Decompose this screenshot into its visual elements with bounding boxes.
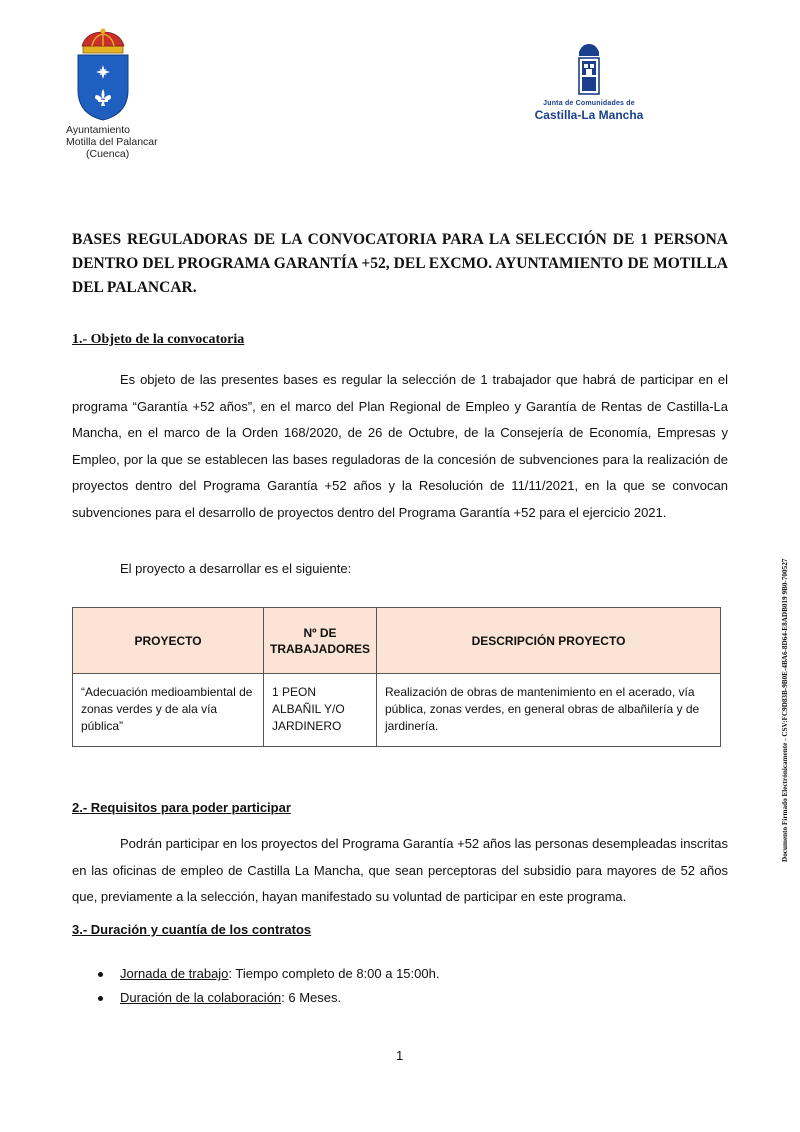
project-table xyxy=(72,607,721,747)
section-1-paragraph: Es objeto de las presentes bases es regular la selección de 1 trabajador que habrá de participar en el programa “Garantía +52 años”, en el marco del Plan Regional de Empleo y Garantía de Rentas de Castilla-La Mancha, en el marco de la Orden 168/2020, de 26 de Octubre, de la Consejería de Economía, Empresas y Empleo, por la que se establecen las bases reguladoras de la concesión de subvenciones para la realización de proyectos dentro del Programa Garantía +52 años y la Resolución de 11/11/2021, en la que se convocan subvenciones para el desarrollo de proyectos dentro del Programa Garantía +52 para el ejercicio 2021. xyxy=(72,372,728,520)
section-1-heading: 1.- Objeto de la convocatoria xyxy=(72,332,245,347)
table-header-project: PROYECTO xyxy=(73,608,264,674)
castle-crest-icon xyxy=(573,44,605,96)
list-item-value: : Tiempo completo de 8:00 a 15:00h. xyxy=(228,966,440,981)
project-intro: El proyecto a desarrollar es el siguiente: xyxy=(120,561,352,576)
jccm-logo-line2: Castilla-La Mancha xyxy=(534,108,644,122)
list-item xyxy=(94,962,694,986)
table-cell-description: Realización de obras de mantenimiento en el acerado, vía pública, zonas verdes, en general obras de albañilería y de jardinería. xyxy=(377,674,721,747)
table-cell-workers: 1 PEON ALBAÑIL Y/O JARDINERO xyxy=(264,674,377,747)
contract-list xyxy=(94,962,694,1010)
caption-line: Ayuntamiento xyxy=(66,124,131,136)
section-2-heading: 2.- Requisitos para poder participar xyxy=(72,800,291,815)
list-item-label: Jornada de trabajo xyxy=(120,966,229,981)
caption-line: (Cuenca) xyxy=(86,148,130,160)
caption-line: Motilla del Palancar xyxy=(66,136,158,148)
list-item xyxy=(94,986,694,1010)
table-header-workers xyxy=(264,608,377,674)
document-title: BASES REGULADORAS DE LA CONVOCATORIA PARA LA SELECCIÓN DE 1 PERSONA DENTRO DEL PROGRAMA GARANTÍA +52, DEL EXCMO. AYUNTAMIENTO DE MOTILLA DEL PALANCAR. xyxy=(72,231,728,296)
table-row xyxy=(73,674,721,747)
page-number: 1 xyxy=(396,1048,404,1063)
jccm-logo xyxy=(524,44,654,122)
section-2-paragraph: Podrán participar en los proyectos del Programa Garantía +52 años las personas desempleadas inscritas en las oficinas de empleo de Castilla La Mancha, que sean perceptoras del subsidio para mayores de 52 años que, previamente a la selección, hayan manifestado su voluntad de participar en este programa. xyxy=(72,836,728,904)
list-item-label: Duración de la colaboración xyxy=(120,990,282,1005)
list-item-value: : 6 Meses. xyxy=(281,990,342,1005)
jccm-logo-line1: Junta de Comunidades de xyxy=(543,100,635,107)
electronic-signature-note: Documento Firmado Electrónicamente - CSV:FC9D83B-9B0E-4BA6-8D64-E8ADB019 9B0-700527 xyxy=(781,558,789,862)
coat-of-arms-icon xyxy=(72,28,134,122)
ayuntamiento-logo xyxy=(66,28,176,160)
table-header-workers-label: Nº DE TRABAJADORES xyxy=(269,625,370,656)
table-cell-project: “Adecuación medioambiental de zonas verdes y de ala vía pública” xyxy=(73,674,264,747)
table-header-description: DESCRIPCIÓN PROYECTO xyxy=(377,608,721,674)
section-3-heading: 3.- Duración y cuantía de los contratos xyxy=(72,922,312,937)
